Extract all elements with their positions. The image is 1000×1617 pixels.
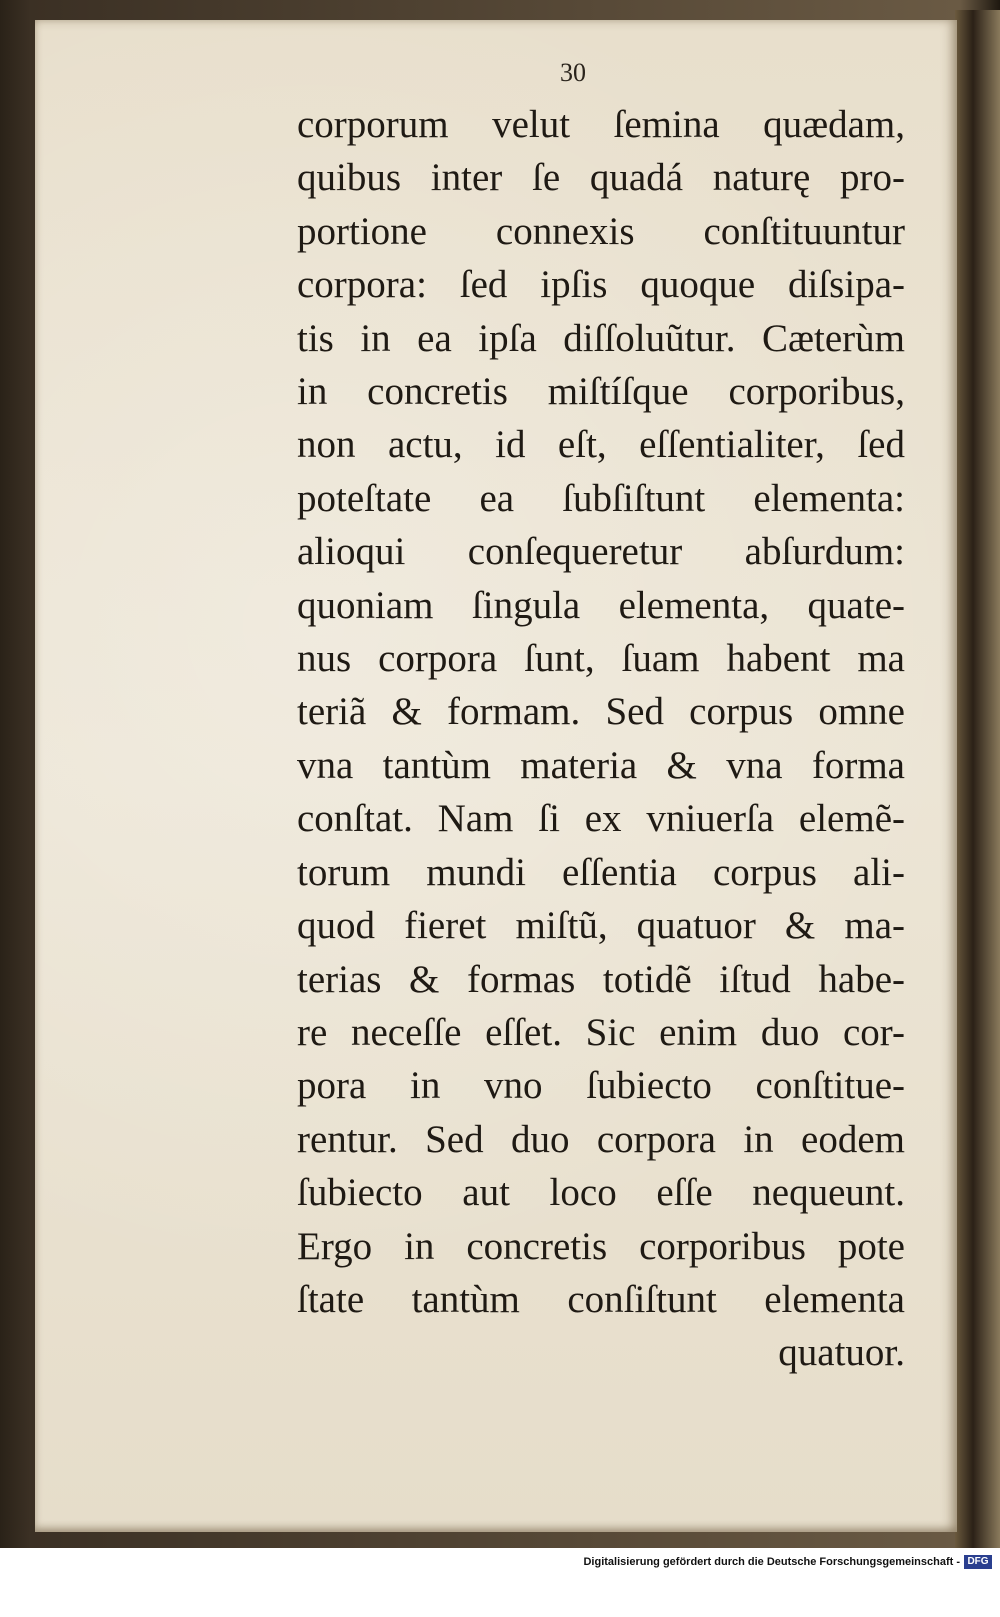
text-line: quatuor. [778,1331,905,1375]
text-line: terias & formas totidẽ iſtud habe- [297,957,905,1001]
text-line: conſtat. Nam ſi ex vniuerſa elemẽ- [297,797,905,841]
text-line: portione connexis conſtituuntur [297,209,905,253]
text-line: quoniam ſingula elementa, quate- [297,583,905,627]
funding-credit: Digitalisierung gefördert durch die Deutsche Forschungsgemeinschaft - [583,1556,960,1568]
text-line: quibus inter ſe quadá naturę pro- [297,156,905,200]
text-line: ſtate tantùm conſiſtunt elementa [297,1277,905,1321]
text-line: quod fieret miſtũ, quatuor & ma- [297,904,905,948]
footer [0,1548,1000,1617]
text-line: alioqui conſequeretur abſurdum: [297,530,905,574]
text-line: teriã & formam. Sed corpus omne [297,690,905,734]
text-line: ſubiecto aut loco eſſe nequeunt. [297,1171,905,1215]
text-line: torum mundi eſſentia corpus ali- [297,850,905,894]
page-text [297,98,905,1380]
text-line: rentur. Sed duo corpora in eodem [297,1117,905,1161]
text-line: corporum velut ſemina quædam, [297,103,905,146]
text-line: Ergo in concretis corporibus pote [297,1224,905,1268]
text-line: corpora: ſed ipſis quoque diſsipa- [297,263,905,307]
text-line: non actu, id eſt, eſſentialiter, ſed [297,423,905,467]
text-line: nus corpora ſunt, ſuam habent ma [297,637,905,681]
text-line: tis in ea ipſa diſſoluũtur. Cæterùm [297,316,905,360]
text-line: in concretis miſtíſque corporibus, [297,370,905,414]
page-number: 30 [560,58,586,87]
text-line: vna tantùm materia & vna forma [297,743,905,787]
dfg-logo: DFG [964,1555,992,1569]
text-line: pora in vno ſubiecto conſtitue- [297,1064,905,1108]
text-line: re neceſſe eſſet. Sic enim duo cor- [297,1010,905,1054]
book-spine [955,10,1000,1548]
text-line: poteſtate ea ſubſiſtunt elementa: [297,476,905,520]
